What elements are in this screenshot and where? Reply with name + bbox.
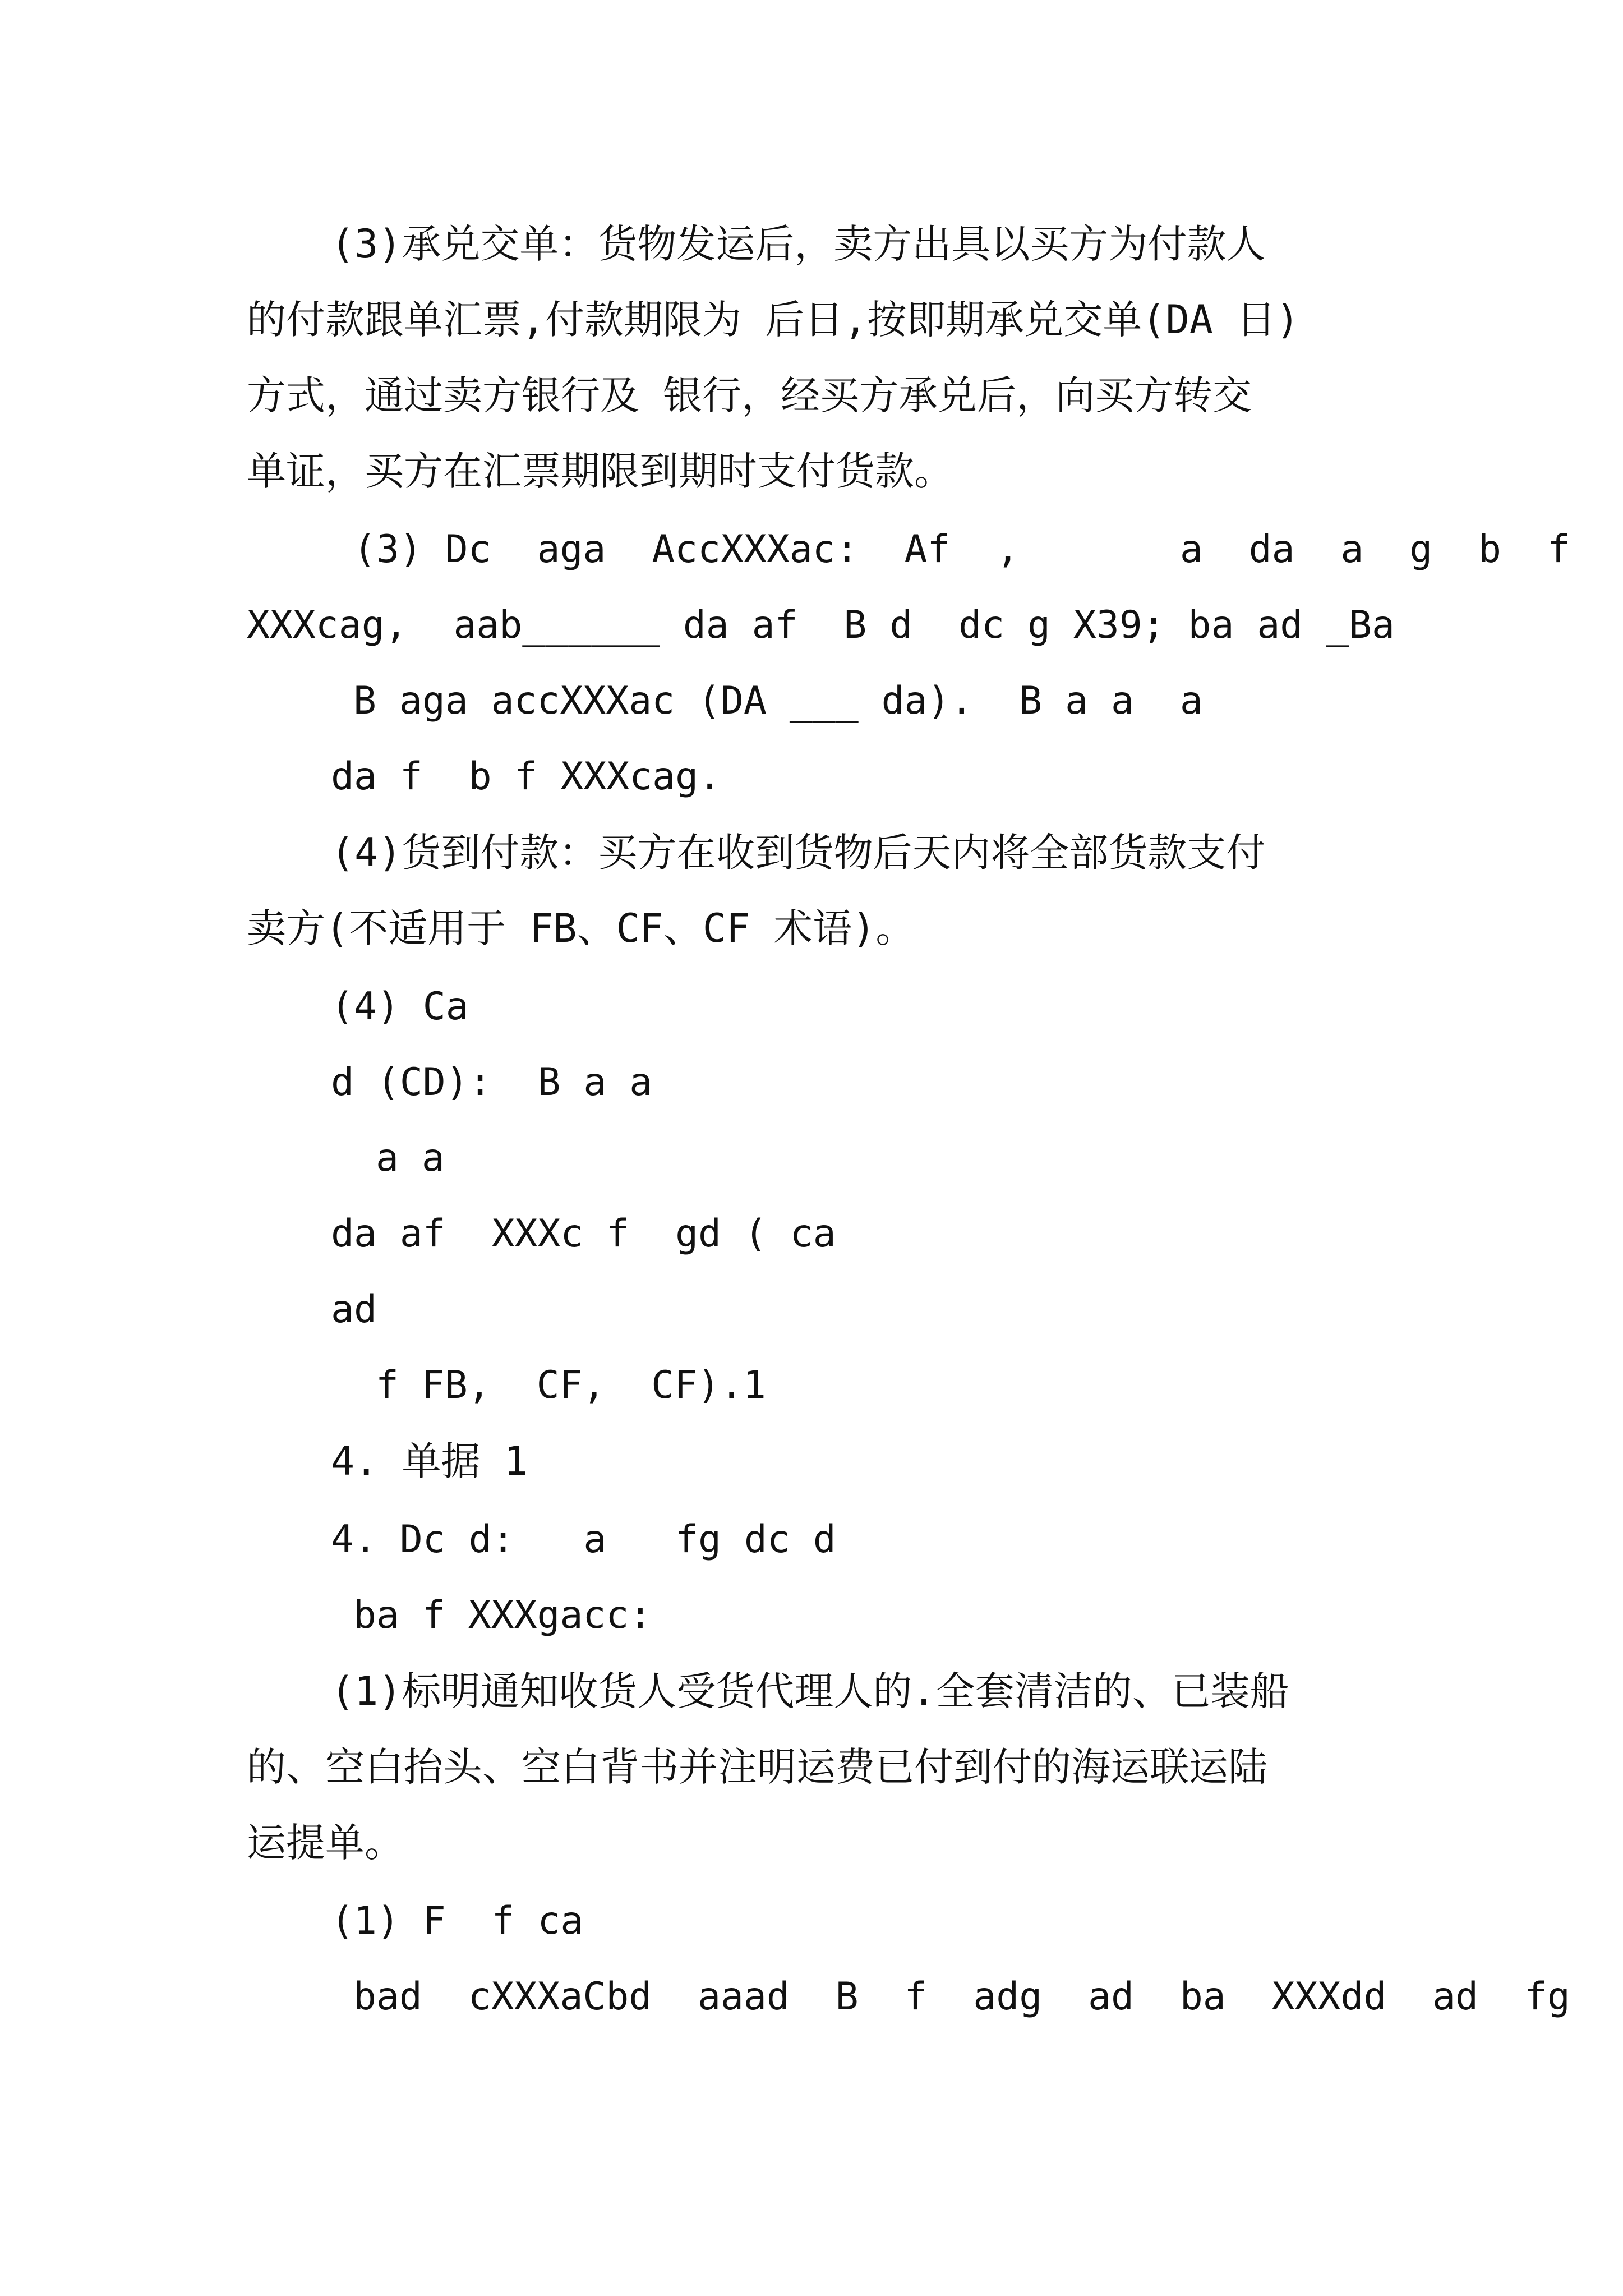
section3-en-line2: XXXcag, aab______ da af B d dc g X39; ba ad _Ba <box>247 603 1395 647</box>
section3-cn-line1: (3)承兑交单：货物发运后，卖方出具以买方为付款人 <box>331 221 1266 267</box>
section3-cn-line4: 单证，买方在汇票期限到期时支付货款。 <box>247 448 953 494</box>
docs-heading-en-line1: 4. Dc d: a fg dc d <box>331 1517 836 1562</box>
section4-en-line2: d (CD): B a a <box>331 1060 653 1105</box>
item1-en-line2: bad cXXXaCbd aaad B f adg ad ba XXXdd ad fg <box>353 1975 1570 2019</box>
item1-en-line1: (1) F f ca <box>331 1899 584 1943</box>
section4-en-line3: a a <box>376 1136 445 1180</box>
section3-en-line3: B aga accXXXac (DA ___ da). B a a a <box>353 679 1203 723</box>
section4-en-line1: (4) Ca <box>331 984 469 1029</box>
docs-heading-cn: 4. 单据 1 <box>331 1438 528 1484</box>
section3-cn-line2: 的付款跟单汇票,付款期限为 后日,按即期承兑交单(DA 日) <box>247 297 1300 343</box>
section3-en-line4: da f b f XXXcag. <box>331 754 721 799</box>
item1-cn-line2: 的、空白抬头、空白背书并注明运费已付到付的海运联运陆 <box>247 1744 1267 1790</box>
docs-heading-en-line2: ba f XXXgacc: <box>353 1593 652 1637</box>
section4-cn-line2: 卖方(不适用于 FB、CF、CF 术语)。 <box>247 905 915 951</box>
section4-en-line4: da af XXXc f gd ( ca <box>331 1212 836 1256</box>
section4-cn-line1: (4)货到付款：买方在收到货物后天内将全部货款支付 <box>331 830 1266 876</box>
item1-cn-line1: (1)标明通知收货人受货代理人的.全套清洁的、已装船 <box>331 1668 1289 1714</box>
section3-en-line1: (3) Dc aga AccXXXac: Af , a da a g b f <box>353 527 1570 572</box>
section4-en-line6: f FB, CF, CF).1 <box>376 1363 766 1407</box>
section4-en-line5: ad <box>331 1287 377 1332</box>
item1-cn-line3: 运提单。 <box>247 1820 404 1866</box>
section3-cn-line3: 方式，通过卖方银行及 银行，经买方承兑后，向买方转交 <box>247 372 1252 418</box>
